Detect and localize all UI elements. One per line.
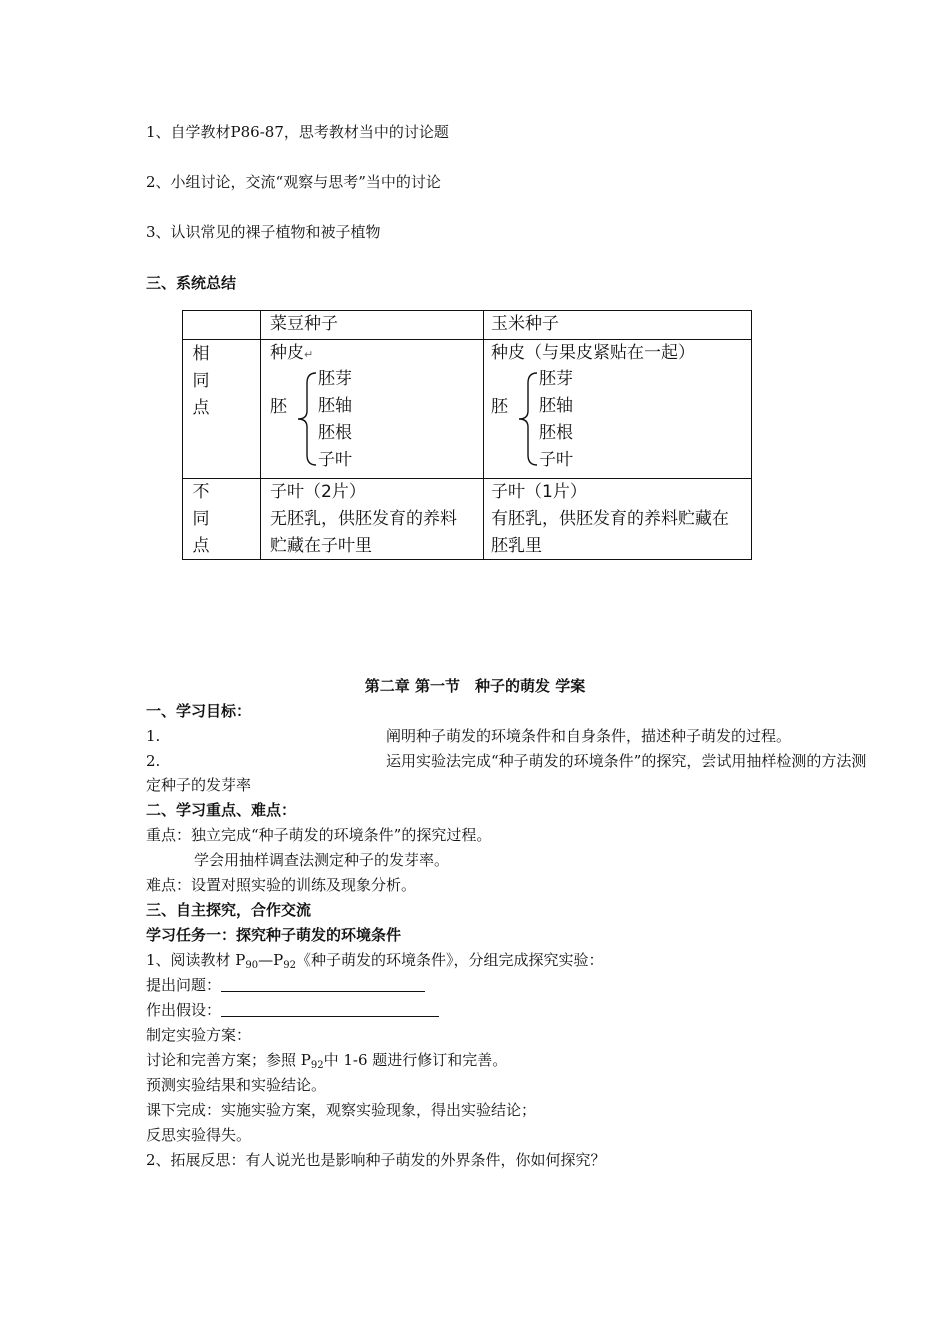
- corn-brace-icon: [515, 369, 541, 469]
- corn-diff-line-2: 有胚乳，供胚发育的养料贮藏在: [491, 509, 729, 529]
- after-class: 课下完成：实施实验方案，观察实验现象，得出实验结论；: [146, 1101, 537, 1119]
- plan: 制定实验方案：: [146, 1026, 252, 1044]
- task1-heading: 学习任务一：探究种子萌发的环境条件: [146, 926, 402, 944]
- header-corn-seed: 玉米种子: [491, 314, 559, 334]
- corn-seed-coat: 种皮（与果皮紧贴在一起）: [491, 343, 695, 363]
- bean-plumule: 胚芽: [318, 369, 352, 389]
- corn-hypocotyl: 胚轴: [539, 396, 573, 416]
- discuss: 讨论和完善方案；参照 $P_{92}$中 1-6 题进行修订和完善。: [146, 1051, 508, 1071]
- predict: 预测实验结果和实验结论。: [146, 1076, 327, 1094]
- summary-heading: 三、系统总结: [146, 274, 237, 292]
- bean-radicle: 胚根: [318, 423, 352, 443]
- bean-diff-line-3: 贮藏在子叶里: [270, 536, 372, 556]
- key-point-2: 学会用抽样调查法测定种子的发芽率。: [194, 851, 450, 869]
- hypothesis-input[interactable]: [221, 1001, 439, 1017]
- corn-diff-line-1: 子叶（1片）: [491, 482, 587, 502]
- reflect-gain: 反思实验得失。: [146, 1126, 252, 1144]
- goal-2: 2. 运用实验法完成“种子萌发的环境条件”的探究，尝试用抽样检测的方法测: [146, 752, 867, 770]
- question-row: 提出问题：: [146, 975, 425, 995]
- read-textbook: 1、阅读教材 $P_{90}—P_{92}$《种子萌发的环境条件》，分组完成探究实验：: [146, 951, 604, 971]
- page-title: 第二章 第一节 种子的萌发 学案: [364, 677, 586, 695]
- bean-diff-line-2: 无胚乳，供胚发育的养料: [270, 509, 457, 529]
- bean-seed-coat: 种皮↵: [270, 343, 314, 363]
- difficulty: 难点：设置对照实验的训练及现象分析。: [146, 876, 417, 894]
- step-2: 2、小组讨论，交流“观察与思考”当中的讨论: [146, 173, 441, 191]
- step-1: 1、自学教材P86-87，思考教材当中的讨论题: [146, 123, 449, 141]
- goal-2-continued: 定种子的发芽率: [146, 776, 252, 794]
- corn-radicle: 胚根: [539, 423, 573, 443]
- diff-label: 不 同 点: [192, 482, 210, 556]
- corn-embryo: 胚: [491, 397, 508, 417]
- bean-cotyledon: 子叶: [318, 450, 352, 470]
- same-label: 相 同 点: [192, 344, 210, 418]
- step-3: 3、认识常见的裸子植物和被子植物: [146, 223, 381, 241]
- header-bean-seed: 菜豆种子: [270, 314, 338, 334]
- hypothesis-row: 作出假设：: [146, 1000, 439, 1020]
- question-input[interactable]: [221, 976, 425, 992]
- bean-diff-line-1: 子叶（2片）: [270, 482, 366, 502]
- goal-1: 1. 阐明种子萌发的环境条件和自身条件，描述种子萌发的过程。: [146, 727, 792, 745]
- goals-heading: 一、学习目标：: [146, 702, 252, 720]
- corn-cotyledon: 子叶: [539, 450, 573, 470]
- bean-hypocotyl: 胚轴: [318, 396, 352, 416]
- explore-heading: 三、自主探究，合作交流: [146, 901, 312, 919]
- key-point-1: 重点：独立完成“种子萌发的环境条件”的探究过程。: [146, 826, 492, 844]
- key-heading: 二、学习重点、难点：: [146, 801, 297, 819]
- bean-embryo: 胚: [270, 397, 287, 417]
- corn-plumule: 胚芽: [539, 369, 573, 389]
- corn-diff-line-3: 胚乳里: [491, 536, 542, 556]
- seed-comparison-table: [182, 310, 752, 560]
- extend-reflection: 2、拓展反思：有人说光也是影响种子萌发的外界条件，你如何探究？: [146, 1151, 606, 1169]
- bean-brace-icon: [294, 369, 320, 469]
